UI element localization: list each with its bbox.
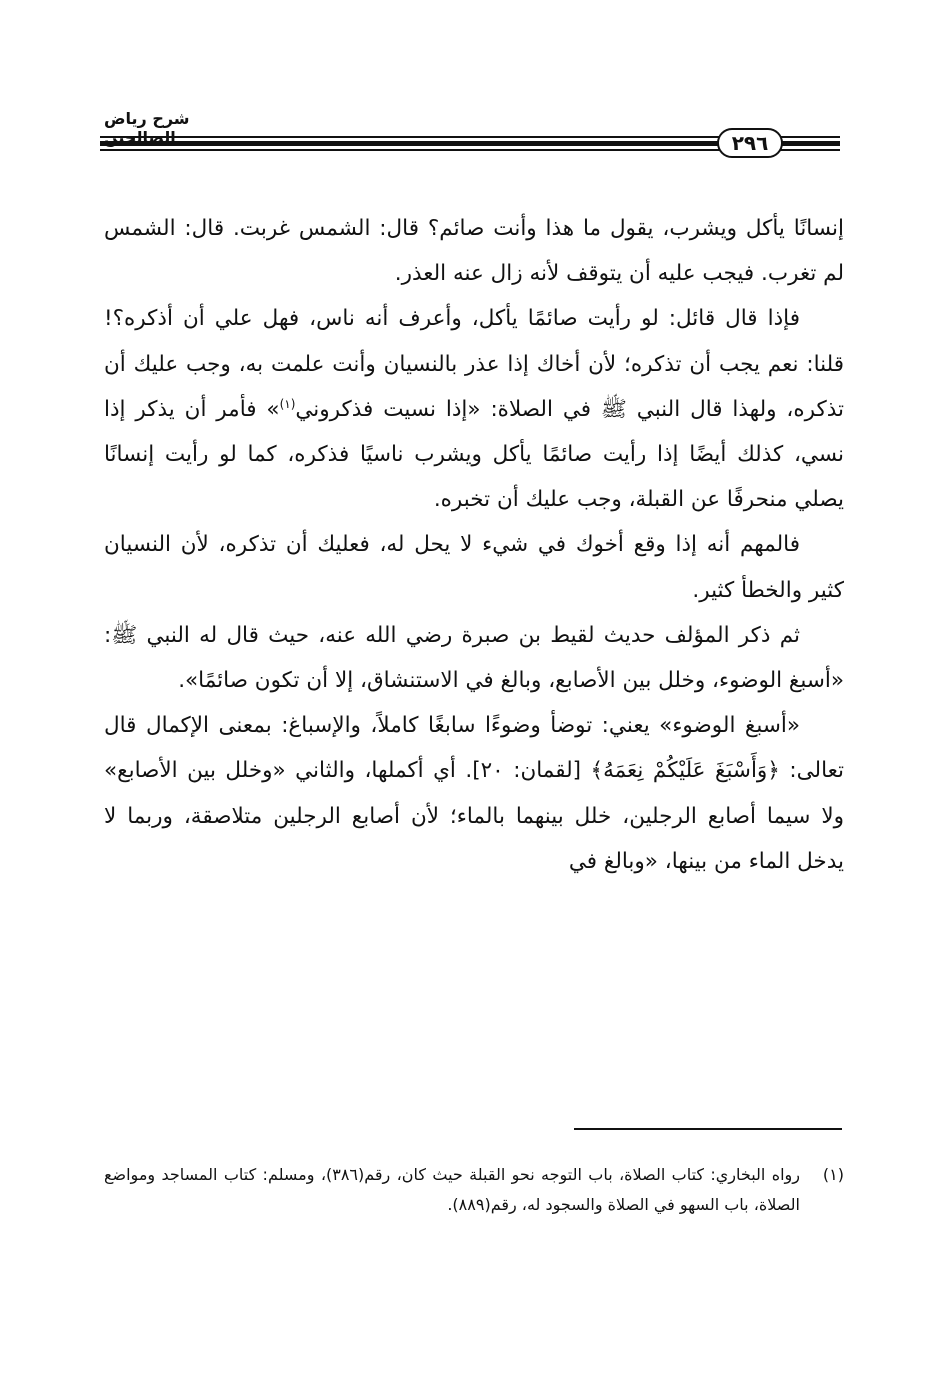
- footnote-separator: [574, 1128, 842, 1130]
- paragraph-1: إنسانًا يأكل ويشرب، يقول ما هذا وأنت صائم؟ قال: الشمس غربت. قال: الشمس لم تغرب. فيجب عليه أن يتوقف لأنه زال عنه العذر.: [104, 216, 844, 287]
- body-text: [104, 206, 844, 884]
- footnote-reference[interactable]: (١): [279, 396, 296, 411]
- page-number: ٢٩٦: [717, 128, 783, 158]
- paragraph-5: «أسبغ الوضوء» يعني: توضأ وضوءًا سابغًا كاملاً، والإسباغ: بمعنى الإكمال قال تعالى: ﴿وَأَسْبَغَ عَلَيْكُمْ نِعَمَهُ﴾ [لقمان: ٢٠]. أي أكملها، والثاني «وخلل بين الأصابع» ولا سيما أصابع الرجلين، خلل بينهما بالماء؛ لأن أصابع الرجلين متلاصقة، وربما لا يدخل الماء من بينها، «وبالغ في: [104, 713, 844, 874]
- footnote-number: (١): [822, 1165, 844, 1184]
- paragraph-2-continuation: » فأمر أن يذكر إذا نسي، كذلك أيضًا إذا رأيت صائمًا يأكل ويشرب ناسيًا فذكره، كما لو رأيت إنسانًا يصلي منحرفًا عن القبلة، وجب عليك أن تخبره.: [104, 396, 844, 513]
- paragraph-3: فالمهم أنه إذا وقع أخوك في شيء لا يحل له، فعليك أن تذكره، لأن النسيان كثير والخطأ كثير.: [104, 532, 844, 603]
- paragraph-2: [104, 296, 844, 522]
- paragraph-4: ثم ذكر المؤلف حديث لقيط بن صبرة رضي الله عنه، حيث قال له النبي ﷺ: «أسبغ الوضوء، وخلل بين الأصابع، وبالغ في الاستنشاق، إلا أن تكون صائمًا».: [104, 622, 844, 694]
- paragraph-2-text: فإذا قال قائل: لو رأيت صائمًا يأكل، وأعرف أنه ناس، فهل علي أن أذكره؟! قلنا: نعم يجب أن تذكره؛ لأن أخاك إذا عذر بالنسيان وأنت علمت به، وجب عليك أن تذكره، ولهذا قال النبي ﷺ في الصلاة: «إذا نسيت فذكروني: [104, 306, 844, 422]
- footnote-text: رواه البخاري: كتاب الصلاة، باب التوجه نحو القبلة حيث كان، رقم(٣٨٦)، ومسلم: كتاب المساجد ومواضع الصلاة، باب السهو في الصلاة والسجود له، رقم(٨٨٩).: [104, 1165, 800, 1214]
- footnote-1: [104, 1160, 844, 1220]
- book-title: شرح رياض: [104, 109, 190, 128]
